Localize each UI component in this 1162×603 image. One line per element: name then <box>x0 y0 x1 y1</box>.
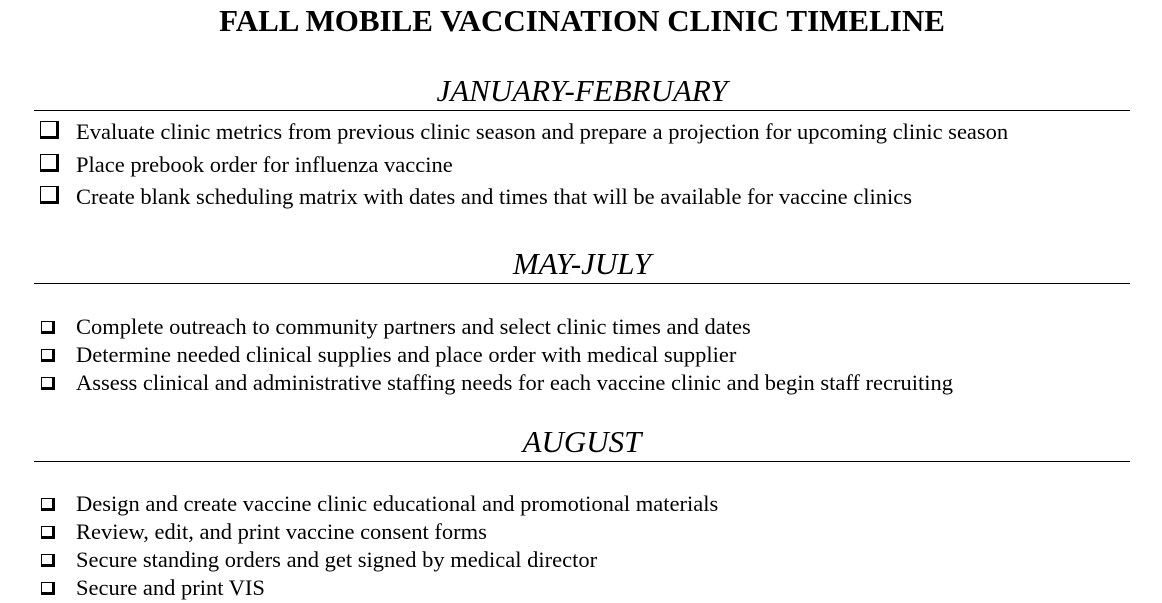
checkbox-icon[interactable] <box>41 526 55 539</box>
checkbox-icon[interactable] <box>41 554 55 567</box>
checklist-january-february <box>38 116 1008 214</box>
checklist-item-text: Complete outreach to community partners and select clinic times and dates <box>76 314 751 339</box>
checklist-may-july <box>38 313 953 397</box>
checklist-august <box>38 490 718 602</box>
checklist-item <box>38 546 718 574</box>
checklist-item <box>38 181 1008 214</box>
checkbox-icon[interactable] <box>40 121 59 139</box>
checklist-item <box>38 116 1008 149</box>
checklist-item <box>38 518 718 546</box>
checklist-item <box>38 313 953 341</box>
checklist-item-text: Create blank scheduling matrix with dates and times that will be available for vaccine clinics <box>76 184 912 209</box>
checklist-item-text: Assess clinical and administrative staffing needs for each vaccine clinic and begin staff recruiting <box>76 370 953 395</box>
checklist-item <box>38 149 1008 182</box>
checkbox-icon[interactable] <box>41 377 55 390</box>
checklist-item-text: Determine needed clinical supplies and place order with medical supplier <box>76 342 737 367</box>
checklist-item <box>38 574 718 602</box>
checklist-item-text: Evaluate clinic metrics from previous clinic season and prepare a projection for upcoming clinic season <box>76 119 1009 144</box>
checklist-item <box>38 369 953 397</box>
section-heading-january-february: JANUARY-FEBRUARY <box>34 72 1130 111</box>
checkbox-icon[interactable] <box>40 154 59 172</box>
checkbox-icon[interactable] <box>41 582 55 595</box>
checklist-item <box>38 341 953 369</box>
checkbox-icon[interactable] <box>41 321 55 334</box>
checklist-item <box>38 490 718 518</box>
checklist-item-text: Review, edit, and print vaccine consent forms <box>76 519 487 544</box>
checkbox-icon[interactable] <box>41 498 55 511</box>
checklist-item-text: Secure and print VIS <box>76 575 265 600</box>
section-heading-august: AUGUST <box>34 423 1130 462</box>
section-heading-may-july: MAY-JULY <box>34 245 1130 284</box>
checklist-item-text: Place prebook order for influenza vaccine <box>76 151 453 177</box>
document-title: FALL MOBILE VACCINATION CLINIC TIMELINE <box>219 3 945 38</box>
checklist-item-text: Secure standing orders and get signed by medical director <box>76 547 598 572</box>
checkbox-icon[interactable] <box>41 349 55 362</box>
checkbox-icon[interactable] <box>40 186 59 204</box>
checklist-item-text: Design and create vaccine clinic educational and promotional materials <box>76 491 719 516</box>
